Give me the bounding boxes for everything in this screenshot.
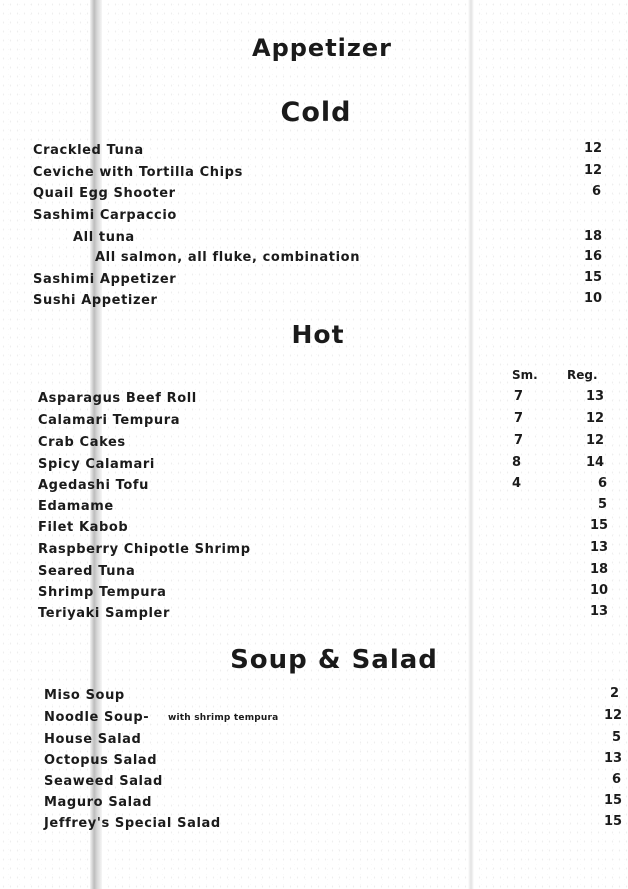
cold-item-price: 12 — [584, 163, 603, 178]
hot-item-regular-price: 13 — [590, 604, 609, 619]
hot-item-name: Edamame — [38, 499, 114, 514]
soup-item-name: House Salad — [44, 732, 142, 747]
soup-item-price: 15 — [604, 793, 623, 808]
soup-item-name: Maguro Salad — [44, 795, 153, 810]
soup-item-price: 12 — [604, 708, 623, 723]
soup-item-name: Miso Soup — [44, 688, 125, 703]
section-title-cold: Cold — [280, 97, 352, 128]
soup-item-name: Octopus Salad — [44, 753, 158, 768]
soup-item-note: with shrimp tempura — [168, 713, 279, 723]
cold-item-name: Quail Egg Shooter — [33, 186, 176, 201]
hot-item-name: Teriyaki Sampler — [38, 606, 170, 621]
hot-item-small-price: 7 — [514, 411, 524, 426]
soup-item-name: Seaweed Salad — [44, 774, 163, 789]
hot-item-small-price: 7 — [514, 433, 524, 448]
soup-item-name: Noodle Soup- — [44, 710, 150, 725]
soup-item-name: Jeffrey's Special Salad — [44, 816, 221, 831]
hot-item-name: Agedashi Tofu — [38, 478, 150, 493]
section-title-hot: Hot — [291, 320, 345, 349]
cold-item-name: Crackled Tuna — [33, 143, 144, 158]
hot-item-small-price: 8 — [512, 455, 522, 470]
soup-item-price: 5 — [612, 730, 622, 745]
cold-item-price: 16 — [584, 249, 603, 264]
cold-item-price: 6 — [592, 184, 602, 199]
hot-item-regular-price: 15 — [590, 518, 609, 533]
page-fold-line — [468, 0, 474, 889]
hot-item-regular-price: 5 — [598, 497, 608, 512]
cold-subitem-name: All tuna — [73, 230, 135, 245]
cold-subitem-name: All salmon, all fluke, combination — [95, 250, 361, 265]
section-title-soup-salad: Soup & Salad — [230, 645, 438, 675]
soup-item-price: 15 — [604, 814, 623, 829]
cold-item-name: Sashimi Carpaccio — [33, 208, 177, 223]
hot-item-small-price: 7 — [514, 389, 524, 404]
section-title-appetizer: Appetizer — [252, 34, 392, 62]
soup-item-price: 2 — [610, 686, 620, 701]
cold-item-name: Sashimi Appetizer — [33, 272, 177, 287]
hot-item-regular-price: 13 — [590, 540, 609, 555]
cold-item-price: 10 — [584, 291, 603, 306]
hot-item-regular-price: 12 — [586, 411, 605, 426]
hot-item-regular-price: 13 — [586, 389, 605, 404]
hot-item-regular-price: 10 — [590, 583, 609, 598]
column-header-regular: Reg. — [567, 368, 598, 382]
hot-item-name: Seared Tuna — [38, 564, 136, 579]
soup-item-price: 13 — [604, 751, 623, 766]
cold-item-price: 18 — [584, 229, 603, 244]
hot-item-name: Shrimp Tempura — [38, 585, 167, 600]
hot-item-name: Filet Kabob — [38, 520, 129, 535]
hot-item-name: Asparagus Beef Roll — [38, 391, 197, 406]
cold-item-price: 12 — [584, 141, 603, 156]
hot-item-regular-price: 12 — [586, 433, 605, 448]
cold-item-name: Sushi Appetizer — [33, 293, 158, 308]
soup-item-price: 6 — [612, 772, 622, 787]
cold-item-price: 15 — [584, 270, 603, 285]
hot-item-small-price: 4 — [512, 476, 522, 491]
hot-item-name: Spicy Calamari — [38, 457, 155, 472]
hot-item-regular-price: 14 — [586, 455, 605, 470]
column-header-small: Sm. — [512, 368, 538, 382]
hot-item-name: Raspberry Chipotle Shrimp — [38, 542, 251, 557]
hot-item-name: Crab Cakes — [38, 435, 126, 450]
hot-item-name: Calamari Tempura — [38, 413, 181, 428]
cold-item-name: Ceviche with Tortilla Chips — [33, 165, 243, 180]
hot-item-regular-price: 18 — [590, 562, 609, 577]
hot-item-regular-price: 6 — [598, 476, 608, 491]
